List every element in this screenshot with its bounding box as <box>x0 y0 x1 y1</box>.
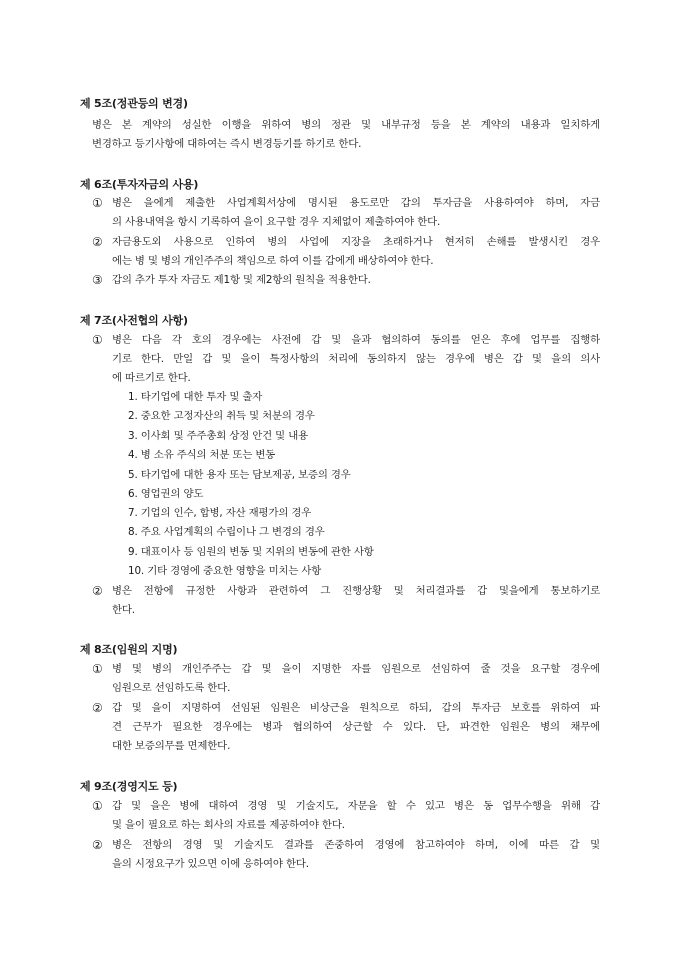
sublist-item: 7. 기업의 인수, 합병, 자산 재평가의 경우 <box>128 507 312 519</box>
article-6-item-2-line-2: 에는 병 및 병의 개인주주의 책임으로 하여 이를 갑에게 배상하여야 한다. <box>112 255 434 267</box>
item-marker: ① <box>92 799 103 813</box>
article-9-heading: 제 9조(경영지도 등) <box>80 780 178 793</box>
item-marker: ② <box>92 838 103 852</box>
sublist-item: 9. 대표이사 등 임원의 변동 및 지위의 변동에 관한 사항 <box>128 546 374 558</box>
article-7-item-1-line-1: 병은 다음 각 호의 경우에는 사전에 갑 및 을과 협의하여 동의를 얻은 후에 업무를 집행하 <box>112 334 600 346</box>
item-marker: ② <box>92 584 103 598</box>
article-9-item-2-line-1: 병은 전항의 경영 및 기술지도 결과를 존중하여 경영에 참고하여야 하며, 이에 따른 갑 및 <box>112 839 600 851</box>
article-6-item-1-line-1: 병은 을에게 제출한 사업계획서상에 명시된 용도로만 갑의 투자금을 사용하여야 하며, 자금 <box>112 197 600 209</box>
article-7-item-1-line-3: 에 따르기로 한다. <box>112 372 191 384</box>
article-8-heading: 제 8조(임원의 지명) <box>80 643 178 656</box>
sublist-item: 4. 병 소유 주식의 처분 또는 변동 <box>128 449 276 461</box>
article-8-item-1-line-2: 임원으로 선임하도록 한다. <box>112 682 231 694</box>
item-marker: ① <box>92 333 103 347</box>
article-6-item-1-line-2: 의 사용내역을 항시 기록하여 을이 요구할 경우 지체없이 제출하여야 한다. <box>112 216 441 228</box>
sublist-item: 3. 이사회 및 주주총회 상정 안건 및 내용 <box>128 430 308 442</box>
item-marker: ① <box>92 662 103 676</box>
article-8-item-2-line-1: 갑 및 을이 지명하여 선임된 임원은 비상근을 원칙으로 하되, 갑의 투자금 보호를 위하여 파 <box>112 702 600 714</box>
article-5-line-2: 변경하고 등기사항에 대하여는 즉시 변경등기를 하기로 한다. <box>92 138 362 150</box>
article-7-heading: 제 7조(사전협의 사항) <box>80 314 188 327</box>
sublist-item: 5. 타기업에 대한 용자 또는 담보제공, 보증의 경우 <box>128 469 351 481</box>
sublist-item: 8. 주요 사업계획의 수립이나 그 변경의 경우 <box>128 526 325 538</box>
article-7-item-1-line-2: 기로 한다. 만일 갑 및 을이 특정사항의 처리에 동의하지 않는 경우에 병은 갑 및 을의 의사 <box>112 353 600 365</box>
article-7-item-2-line-2: 한다. <box>112 604 135 616</box>
article-5-line-1: 병은 본 계약의 성실한 이행을 위하여 병의 정관 및 내부규정 등을 본 계약의 내용과 일치하게 <box>92 119 600 131</box>
sublist-item: 2. 중요한 고정자산의 취득 및 처분의 경우 <box>128 410 315 422</box>
article-8-item-2-line-3: 대한 보증의무를 면제한다. <box>112 740 231 752</box>
sublist-item: 6. 영업권의 양도 <box>128 488 204 500</box>
article-6-item-3-line-1: 갑의 추가 투자 자금도 제1항 및 제2항의 원칙을 적용한다. <box>112 274 371 286</box>
article-6-item-2-line-1: 자금용도외 사용으로 인하여 병의 사업에 지장을 초래하거나 현저히 손해를 발생시킨 경우 <box>112 236 600 248</box>
item-marker: ② <box>92 235 103 249</box>
article-9-item-2-line-2: 을의 시정요구가 있으면 이에 응하여야 한다. <box>112 858 309 870</box>
article-8-item-1-line-1: 병 및 병의 개인주주는 갑 및 을이 지명한 자를 임원으로 선임하여 줄 것을 요구할 경우에 <box>112 663 600 675</box>
article-8-item-2-line-2: 견 근무가 필요한 경우에는 병과 협의하여 상근할 수 있다. 단, 파견한 임원은 병의 채무에 <box>112 721 600 733</box>
article-5-heading: 제 5조(정관등의 변경) <box>80 97 188 110</box>
sublist-item: 1. 타기업에 대한 투자 및 출자 <box>128 391 263 403</box>
sublist-item: 10. 기타 경영에 중요한 영향을 미치는 사항 <box>128 565 322 577</box>
item-marker: ③ <box>92 273 103 287</box>
article-9-item-1-line-2: 및 을이 필요로 하는 회사의 자료를 제공하여야 한다. <box>112 819 345 831</box>
item-marker: ② <box>92 701 103 715</box>
item-marker: ① <box>92 196 103 210</box>
article-9-item-1-line-1: 갑 및 을은 병에 대하여 경영 및 기술지도, 자문을 할 수 있고 병은 동 업무수행을 위해 갑 <box>112 800 600 812</box>
article-6-heading: 제 6조(투자자금의 사용) <box>80 178 199 191</box>
article-7-item-2-line-1: 병은 전항에 규정한 사항과 관련하여 그 진행상황 및 처리결과를 갑 및을에게 통보하기로 <box>112 585 600 597</box>
